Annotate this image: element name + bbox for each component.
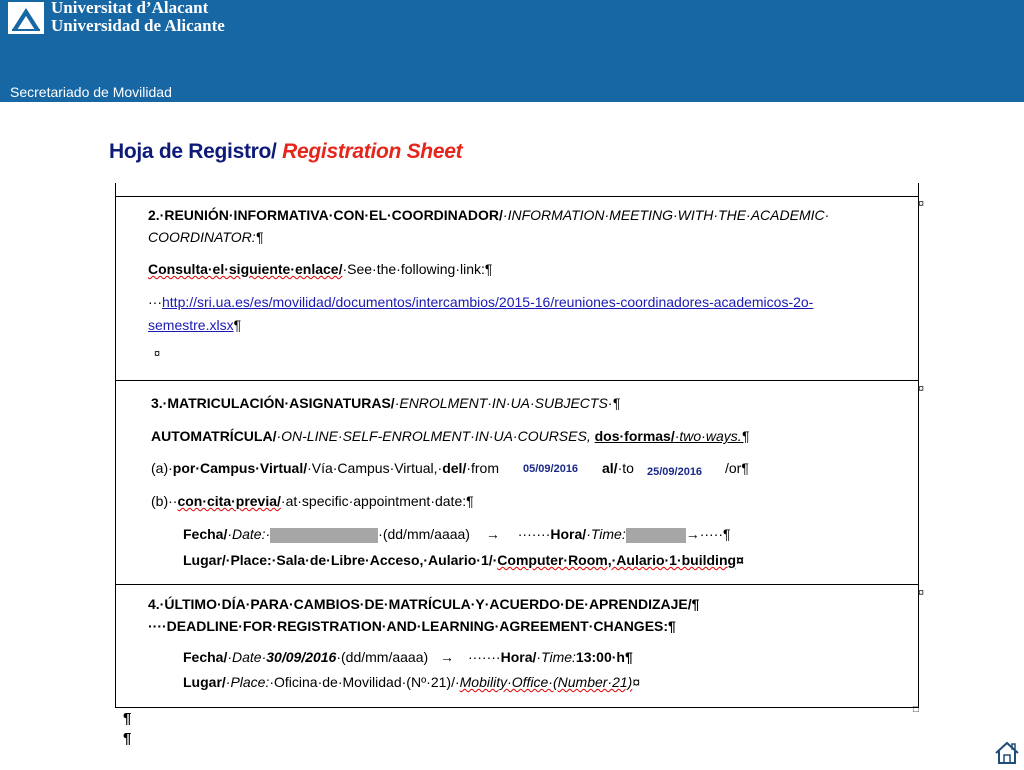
section3-option-b: (b)··con·cita·previa/·at·specific·appointment·date:¶ [151,493,474,509]
meetings-link-cont[interactable]: semestre.xlsx [148,317,234,333]
section3-heading: 3.·MATRICULACIÓN·ASIGNATURAS/·ENROLMENT·IN·UA·SUBJECTS·¶ [151,395,620,411]
date-from-field: 05/09/2016 [523,463,579,475]
home-icon[interactable] [994,741,1020,765]
row-end-mark: ¤ [918,587,925,599]
department-name: Secretariado de Movilidad [10,84,172,100]
row-end-mark: ¤ [918,198,925,210]
section2-link-line2: semestre.xlsx¶ [148,317,242,333]
page-title-es: Hoja de Registro/ [109,140,277,163]
university-name-spanish: Universidad de Alicante [51,16,225,35]
section3-option-a: (a)·por·Campus·Virtual/·Vía·Campus·Virtual,·del/·from [151,460,500,476]
date-to-field: 25/09/2016 [647,466,703,478]
cell-end-mark: ¤ [154,348,161,360]
paragraph-mark: ¶ [123,730,132,747]
section4-heading: 4.·ÚLTIMO·DÍA·PARA·CAMBIOS·DE·MATRÍCULA·Y·ACUERDO·DE·APRENDIZAJE/¶ [148,596,700,612]
row-end-mark: ¤ [918,383,925,395]
section3-fecha-line: Fecha/·Date:· ·(dd/mm/aaaa) → ·······Hora/·Time: →·····¶ [183,526,731,542]
section3-automatricula: AUTOMATRÍCULA/·ON-LINE·SELF-ENROLMENT·IN·UA·COURSES, dos·formas/·two·ways.¶ [151,428,750,444]
table-divider [116,380,918,381]
section2-consulta: Consulta·el·siguiente·enlace/·See·the·following·link:¶ [148,261,493,277]
registration-table [115,183,919,708]
section3-lugar-line: Lugar/·Place:·Sala·de·Libre·Acceso,·Aulario·1/·Computer·Room,·Aulario·1·building¤ [183,552,744,568]
university-logo-icon [8,2,44,34]
table-divider [116,196,918,197]
section4-heading-cont: ····DEADLINE·FOR·REGISTRATION·AND·LEARNING·AGREEMENT·CHANGES:¶ [148,618,676,634]
table-end-square: □ [913,704,920,715]
page-title-en: Registration Sheet [282,140,463,163]
meetings-link[interactable]: http://sri.ua.es/es/movilidad/documentos/intercambios/2015-16/reuniones-coordinadores-academicos-2o- [162,294,814,310]
section3-option-a-to: al/·to [602,460,634,476]
section2-heading-cont: COORDINATOR:¶ [148,229,264,245]
section4-fecha-line: Fecha/·Date·30/09/2016·(dd/mm/aaaa) → ·······Hora/·Time:13:00·h¶ [183,649,633,665]
section4-lugar-line: Lugar/·Place:·Oficina·de·Movilidad·(Nº·21)/·Mobility·Office·(Number·21)¤ [183,674,641,690]
header-banner [0,0,1024,102]
time-blank-field [626,528,686,543]
section2-heading: 2.·REUNIÓN·INFORMATIVA·CON·EL·COORDINADOR/·INFORMATION·MEETING·WITH·THE·ACADEMIC· [148,207,830,223]
section2-link-line1: ···http://sri.ua.es/es/movilidad/documentos/intercambios/2015-16/reuniones-coordinadores-academicos-2o- [148,294,814,310]
page-title [109,140,462,164]
table-divider [116,584,918,585]
section3-option-a-end: /or¶ [725,460,749,476]
paragraph-mark: ¶ [123,710,132,727]
university-name-valencian: Universitat d’Alacant [51,0,209,17]
date-blank-field [270,528,378,543]
